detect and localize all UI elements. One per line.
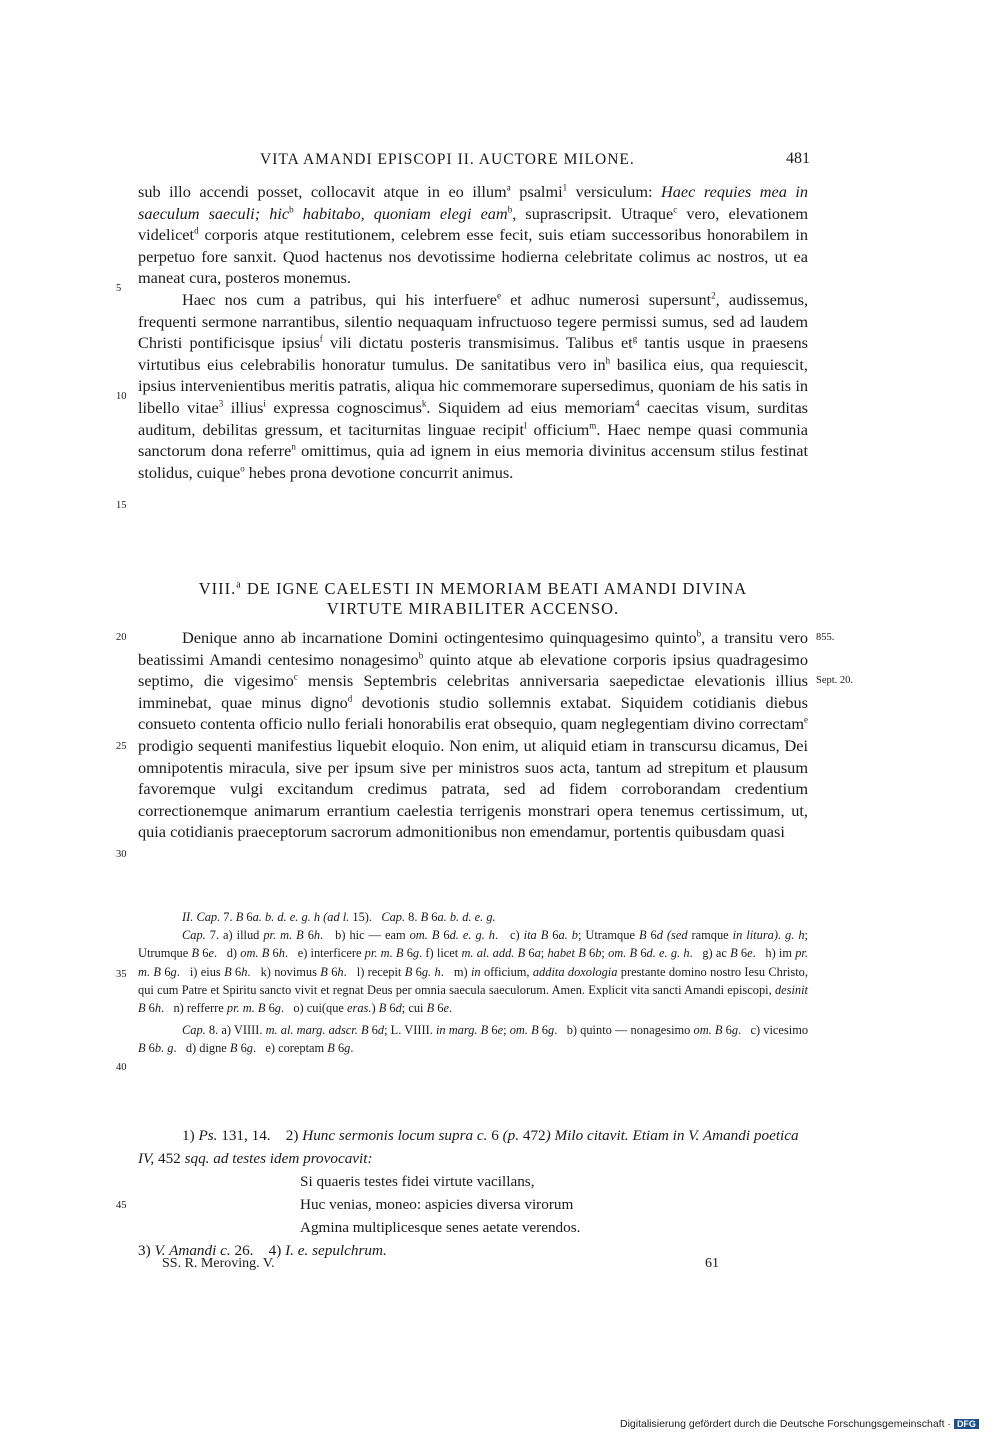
footnote: 1) Ps. 131, 14. 2) Hunc sermonis locum supra c. 6 (p. 472) Milo citavit. Etiam in V. Amandi poetica IV, 452 sqq. ad testes idem provocavit:: [138, 1127, 799, 1167]
main-text-chapter-8: [138, 627, 808, 843]
dfg-credit: Digitalisierung gefördert durch die Deutsche Forschungsgemeinschaft · DFG: [620, 1418, 979, 1430]
page-number: 481: [786, 150, 810, 167]
chapter-heading-line-1: [138, 579, 808, 599]
margin-note-year: 855.: [816, 632, 835, 643]
chapter-number-footnote: a: [236, 579, 242, 591]
dfg-credit-text: Digitalisierung gefördert durch die Deutsche Forschungsgemeinschaft: [620, 1418, 945, 1430]
apparatus-chapter-8: Cap. 8. a) VIIII. m. al. marg. adscr. B 6d; L. VIIII. in marg. B 6e; om. B 6g. b) quinto — nonagesimo om. B 6g. c) vicesimo B 6b. g. d) digne B 6g. e) coreptam B 6g.: [138, 1023, 809, 1056]
margin-note-date: Sept. 20.: [816, 675, 854, 686]
critical-apparatus: [138, 908, 808, 1058]
source-footnotes: [138, 1124, 808, 1262]
line-number: 45: [116, 1200, 127, 1211]
line-number: 10: [116, 391, 127, 402]
sheet-signature: SS. R. Meroving. V.: [162, 1256, 275, 1271]
chapter-heading: [138, 579, 808, 619]
apparatus-sigla: II. Cap. 7. B 6a. b. d. e. g. h (ad l. 15). Cap. 8. B 6a. b. d. e. g.: [182, 910, 496, 924]
poem-line: Huc venias, moneo: aspicies diversa virorum: [300, 1196, 574, 1213]
line-number: 30: [116, 849, 127, 860]
line-number: 5: [116, 283, 122, 294]
main-text-chapter-7: [138, 181, 808, 483]
paragraph: sub illo accendi posset, collocavit atque in eo illum$^a$ psalmi$^1$ versiculum: Haec requies mea in saeculum saeculi; hic$^b$ habitabo, quoniam elegi eam$^b$, suprascripsit. Utraque$^c$ vero, elevationem videlicet$^d$ corporis atque restitutionem, celebrem esse fecit, suis etiam successoribus honorabilem in perpetuo fore sanxit. Quod hactenus nos devotissime hodierna celebritate colimus ac nostros, ut ea maneat cura, posteros monemus.: [138, 182, 809, 288]
line-number: 15: [116, 500, 127, 511]
chapter-title-line-2: VIRTUTE MIRABILITER ACCENSO.: [326, 599, 620, 618]
apparatus-chapter-7: Cap. 7. a) illud pr. m. B 6h. b) hic — eam om. B 6d. e. g. h. c) ita B 6a. b; Utramque B 6d (sed ramque in litura). g. h; Utrumque B 6e. d) om. B 6h. e) interficere pr. m. B 6g. f) licet m. al. add. B 6a; habet B 6b; om. B 6d. e. g. h. g) ac B 6e. h) im pr. m. B 6g. i) eius B 6h. k) novimus B 6h. l) recepit B 6g. h. m) in officium, addita doxologia prestante domino nostro Iesu Christo, qui cum Patre et Spiritu sancto vivit et regnat Deus per omnia saecula saeculorum. Amen. Explicit vita sancti Amandi episcopi, desinit B 6h. n) refferre pr. m. B 6g. o) cui(que eras.) B 6d; cui B 6e.: [138, 928, 808, 1016]
running-title: VITA AMANDI EPISCOPI II. AUCTORE MILONE.: [260, 151, 635, 168]
chapter-title-line-1: DE IGNE CAELESTI IN MEMORIAM BEATI AMANDI DIVINA: [246, 579, 748, 598]
line-number: 20: [116, 632, 127, 643]
line-number: 35: [116, 969, 127, 980]
paragraph: Haec nos cum a patribus, qui his interfuere$^e$ et adhuc numerosi supersunt$^2$, audissemus, frequenti sermone narrantibus, silentio nequaquam infructuoso tegere permissi sumus, sed ad laudem Christi pontificisque ipsius$^f$ vili dictatu posteris transmisimus. Talibus $et^g$ tantis usque in praesens virtutibus eius celebrabilis honoratur tumulus. De sanitatibus vero $in^h$ basilica eius, qua requiescit, ipsius intervenientibus meritis patratis, aliqua hic commemorare supersedimus, quoniam de his satis in libello vitae$^3$ illius$^i$ expressa cognoscimus$^k$. Siquidem ad eius memoriam$^4$ caecitas visum, surditas auditum, debilitas gressum, et taciturnitas linguae recipit$^l$ officium$^m$. Haec nempe quasi communia sanctorum dona referre$^n$ omittimus, quia ad ignem in eius memoria divinitus accensum stilus festinat stolidus, cuique$^o$ hebes prona devotione concurrit animus.: [138, 289, 809, 482]
line-number: 40: [116, 1062, 127, 1073]
paragraph: Denique anno ab incarnatione Domini octingentesimo quinquagesimo quinto$^b$, a transitu vero beatissimi Amandi centesimo nonagesimo$^b$ quinto atque ab elevatione corporis ipsius quadragesimo septimo, die vigesimo$^c$ mensis Septembris celebritas anniversaria saepedictae elevationis illius imminebat, quae minus digno$^d$ devotionis studio sollemnis extabat. Siquidem cotidianis diebus consueto contenta officio nullo feriali honorabilis erat obsequio, quam neglegentiam divino correctam$^e$ prodigio sequenti manifestius liquebit eloquio. Non enim, ut aliquid etiam in transcursu dicamus, Dei omnipotentis miracula, sive per ipsum sive per ministros suos acta, tantum ad strepitum et plausum favoremque vulgi excitandum credimus patrata, sed ad fidem corroborandam credentium correctionemque animarum errantium caelestia terrigenis monstrari opera tenemus certissimum, ut, quia cotidianis praeceptorum sacrorum admonitionibus non emendamur, portentis quibusdam quasi: [138, 628, 808, 842]
dfg-logo-icon: DFG: [954, 1419, 979, 1429]
chapter-number: VIII.: [198, 579, 237, 598]
line-number: 25: [116, 741, 127, 752]
footnote: 3) V. Amandi c. 26. 4) I. e. sepulchrum.: [138, 1242, 387, 1259]
sheet-number: 61: [705, 1256, 719, 1271]
poem-line: Agmina multiplicesque senes aetate verendos.: [300, 1219, 581, 1236]
poem-line: Si quaeris testes fidei virtute vacillans,: [300, 1173, 535, 1190]
